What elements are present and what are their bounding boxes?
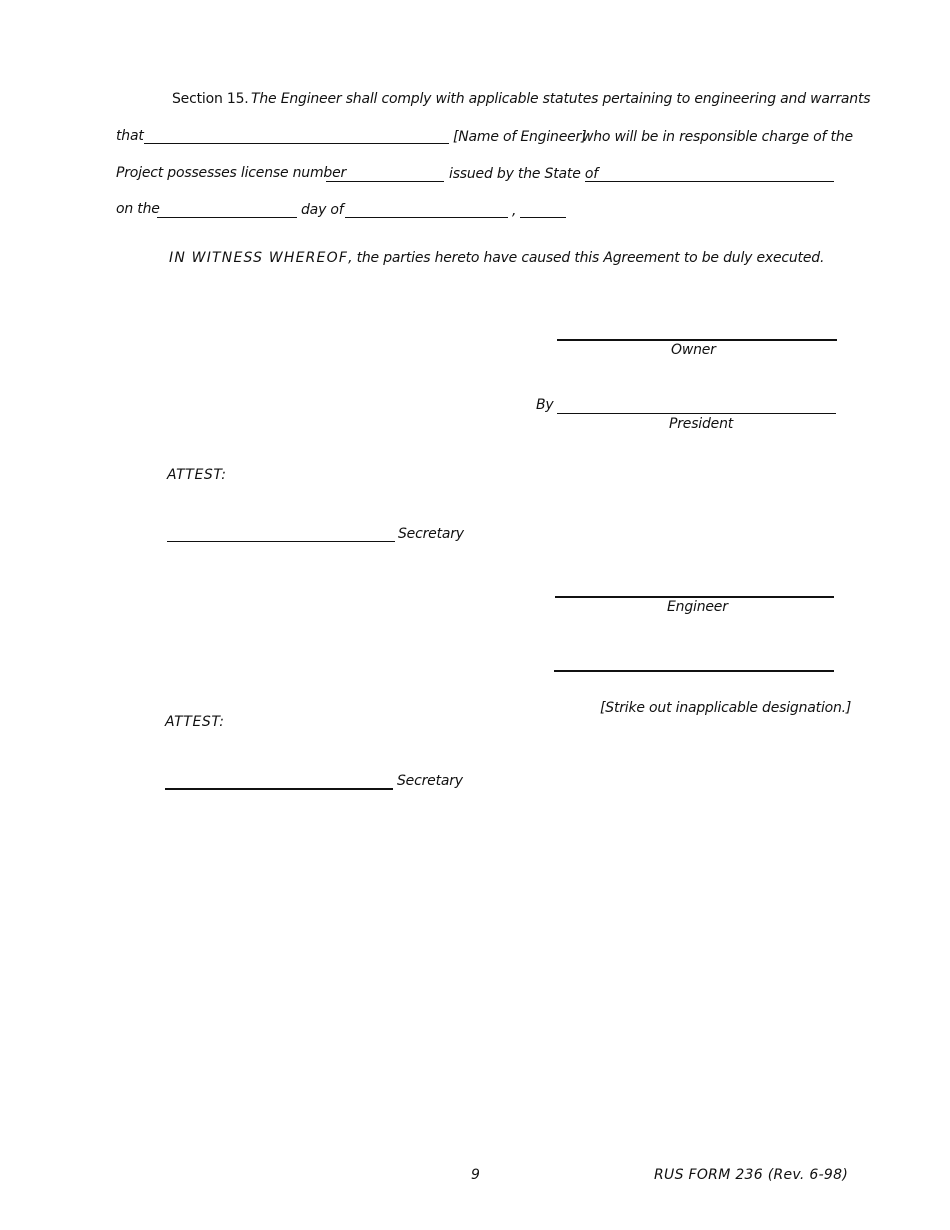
engineer-second-signature-line[interactable] xyxy=(554,670,834,672)
owner-label: Owner xyxy=(671,342,716,358)
president-label: President xyxy=(669,416,734,432)
day-of-text: day of xyxy=(301,202,344,218)
section-label: Section 15. xyxy=(172,91,249,107)
secretary-signature-line-1[interactable] xyxy=(167,541,395,542)
on-the-text: on the xyxy=(116,201,160,217)
secretary-signature-line-2[interactable] xyxy=(165,788,393,790)
secretary-label-2: Secretary xyxy=(397,773,463,789)
engineer-label: Engineer xyxy=(667,599,728,615)
attest-label-1: ATTEST: xyxy=(167,467,227,483)
issuing-state-field[interactable] xyxy=(585,181,834,182)
strike-out-note: [Strike out inapplicable designation.] xyxy=(600,700,852,716)
name-of-engineer-text: [Name of Engineer] xyxy=(453,129,587,145)
month-field[interactable] xyxy=(345,217,508,218)
witness-caps: IN WITNESS WHEREOF xyxy=(169,250,349,266)
witness-rest: , the parties hereto have caused this Agreement to be duly executed. xyxy=(348,250,825,266)
witness-statement xyxy=(169,249,824,267)
section-text-line1: The Engineer shall comply with applicable statutes pertaining to engineering and warrants xyxy=(251,91,871,107)
responsible-charge-text: who will be in responsible charge of the xyxy=(582,129,853,145)
license-number-field[interactable] xyxy=(326,181,444,182)
attest-label-2: ATTEST: xyxy=(165,714,225,730)
form-identifier: RUS FORM 236 (Rev. 6-98) xyxy=(654,1167,849,1183)
issued-by-text: issued by the State of xyxy=(449,166,598,182)
secretary-label-1: Secretary xyxy=(398,526,464,542)
that-text: that xyxy=(116,128,144,144)
by-label: By xyxy=(536,397,554,413)
engineer-name-field[interactable] xyxy=(144,143,449,144)
comma-text: , xyxy=(512,203,517,219)
president-signature-line[interactable] xyxy=(557,413,836,414)
day-field[interactable] xyxy=(157,217,297,218)
page-number: 9 xyxy=(471,1167,480,1183)
year-field[interactable] xyxy=(520,217,566,218)
project-license-text: Project possesses license number xyxy=(116,165,347,181)
